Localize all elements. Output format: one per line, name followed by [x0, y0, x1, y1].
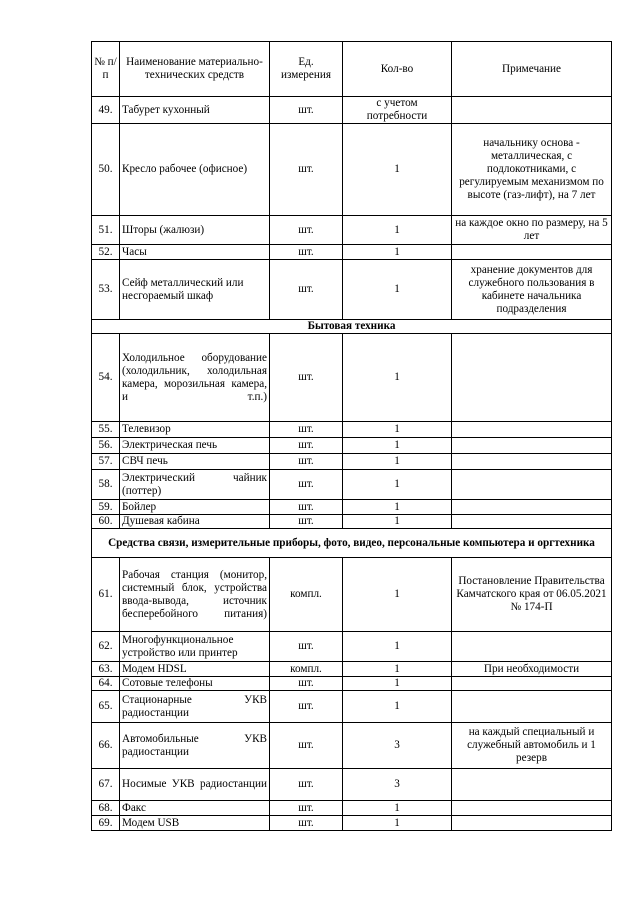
row-name: Холодильное оборудование (холодильник, холодильная камера, морозильная камера, и т.п.)	[120, 334, 270, 422]
row-note	[452, 245, 612, 260]
row-unit: шт.	[270, 245, 343, 260]
row-qty: 1	[343, 470, 452, 500]
row-qty: 1	[343, 662, 452, 677]
row-unit: шт.	[270, 216, 343, 245]
row-unit: шт.	[270, 677, 343, 691]
row-num: 49.	[92, 97, 120, 124]
section-title: Бытовая техника	[92, 320, 612, 334]
table-row	[92, 801, 612, 816]
row-name: Кресло рабочее (офисное)	[120, 124, 270, 216]
table-row	[92, 334, 612, 422]
row-qty: 1	[343, 500, 452, 515]
row-qty: 1	[343, 124, 452, 216]
table-row	[92, 124, 612, 216]
row-note: При необходимости	[452, 662, 612, 677]
row-note	[452, 334, 612, 422]
row-qty: 3	[343, 723, 452, 769]
header-qty: Кол-во	[343, 42, 452, 97]
row-name: Факс	[120, 801, 270, 816]
row-num: 51.	[92, 216, 120, 245]
row-unit: шт.	[270, 723, 343, 769]
row-note	[452, 691, 612, 723]
row-num: 62.	[92, 632, 120, 662]
row-name: Сейф металлический или несгораемый шкаф	[120, 260, 270, 320]
row-qty: 1	[343, 438, 452, 454]
row-note	[452, 470, 612, 500]
table-row	[92, 97, 612, 124]
row-name: Табурет кухонный	[120, 97, 270, 124]
row-note: на каждое окно по размеру, на 5 лет	[452, 216, 612, 245]
row-note	[452, 632, 612, 662]
row-note	[452, 500, 612, 515]
section-header	[92, 320, 612, 334]
row-num: 63.	[92, 662, 120, 677]
row-unit: шт.	[270, 816, 343, 831]
header-row	[92, 42, 612, 97]
table-row	[92, 422, 612, 438]
row-name: Электрический чайник (поттер)	[120, 470, 270, 500]
row-unit: компл.	[270, 662, 343, 677]
table-row	[92, 245, 612, 260]
row-name: СВЧ печь	[120, 454, 270, 470]
row-unit: шт.	[270, 632, 343, 662]
row-qty: с учетом потребности	[343, 97, 452, 124]
table-row	[92, 558, 612, 632]
row-num: 59.	[92, 500, 120, 515]
row-note	[452, 454, 612, 470]
row-unit: шт.	[270, 801, 343, 816]
row-qty: 1	[343, 558, 452, 632]
row-name: Телевизор	[120, 422, 270, 438]
row-qty: 1	[343, 334, 452, 422]
row-qty: 1	[343, 632, 452, 662]
row-qty: 3	[343, 769, 452, 801]
row-num: 53.	[92, 260, 120, 320]
row-note	[452, 515, 612, 529]
row-unit: шт.	[270, 334, 343, 422]
row-note	[452, 422, 612, 438]
row-name: Шторы (жалюзи)	[120, 216, 270, 245]
row-unit: шт.	[270, 500, 343, 515]
table-row	[92, 216, 612, 245]
table-row	[92, 470, 612, 500]
row-name: Бойлер	[120, 500, 270, 515]
row-note: на каждый специальный и служебный автомобиль и 1 резерв	[452, 723, 612, 769]
equipment-table	[91, 41, 612, 831]
row-name: Электрическая печь	[120, 438, 270, 454]
row-num: 68.	[92, 801, 120, 816]
table-row	[92, 723, 612, 769]
table-row	[92, 677, 612, 691]
row-qty: 1	[343, 422, 452, 438]
row-name: Стационарные УКВ радиостанции	[120, 691, 270, 723]
row-note	[452, 816, 612, 831]
row-note	[452, 438, 612, 454]
row-num: 60.	[92, 515, 120, 529]
row-name: Носимые УКВ радиостанции	[120, 769, 270, 801]
row-unit: шт.	[270, 691, 343, 723]
row-unit: шт.	[270, 515, 343, 529]
row-num: 55.	[92, 422, 120, 438]
table-row	[92, 816, 612, 831]
row-name: Модем HDSL	[120, 662, 270, 677]
section-title: Средства связи, измерительные приборы, фото, видео, персональные компьютера и оргтехника	[92, 529, 612, 558]
row-num: 57.	[92, 454, 120, 470]
header-name: Наименование материально-технических средств	[120, 42, 270, 97]
table-row	[92, 454, 612, 470]
row-qty: 1	[343, 691, 452, 723]
header-unit: Ед. измерения	[270, 42, 343, 97]
row-note: Постановление Правительства Камчатского края от 06.05.2021 № 174-П	[452, 558, 612, 632]
row-name: Душевая кабина	[120, 515, 270, 529]
row-unit: шт.	[270, 124, 343, 216]
row-num: 58.	[92, 470, 120, 500]
row-num: 67.	[92, 769, 120, 801]
row-num: 69.	[92, 816, 120, 831]
row-note	[452, 677, 612, 691]
row-name: Автомобильные УКВ радиостанции	[120, 723, 270, 769]
table-row	[92, 260, 612, 320]
row-note: хранение документов для служебного пользования в кабинете начальника подразделения	[452, 260, 612, 320]
table-row	[92, 632, 612, 662]
row-qty: 1	[343, 454, 452, 470]
section-header	[92, 529, 612, 558]
row-num: 52.	[92, 245, 120, 260]
row-name: Многофункциональное устройство или принтер	[120, 632, 270, 662]
header-num: № п/п	[92, 42, 120, 97]
row-qty: 1	[343, 260, 452, 320]
row-qty: 1	[343, 216, 452, 245]
row-unit: шт.	[270, 769, 343, 801]
table-row	[92, 438, 612, 454]
row-unit: шт.	[270, 97, 343, 124]
row-note	[452, 769, 612, 801]
row-qty: 1	[343, 677, 452, 691]
row-name: Рабочая станция (монитор, системный блок, устройства ввода-вывода, источник бесперебойного питания)	[120, 558, 270, 632]
row-name: Сотовые телефоны	[120, 677, 270, 691]
row-note	[452, 97, 612, 124]
row-unit: шт.	[270, 260, 343, 320]
row-qty: 1	[343, 245, 452, 260]
header-note: Примечание	[452, 42, 612, 97]
row-note: начальнику основа - металлическая, с подлокотниками, с регулируемым механизмом по высоте (газ-лифт), на 7 лет	[452, 124, 612, 216]
row-note	[452, 801, 612, 816]
table-row	[92, 691, 612, 723]
row-num: 65.	[92, 691, 120, 723]
table-row	[92, 769, 612, 801]
row-name: Часы	[120, 245, 270, 260]
row-qty: 1	[343, 801, 452, 816]
row-num: 54.	[92, 334, 120, 422]
row-num: 56.	[92, 438, 120, 454]
row-num: 66.	[92, 723, 120, 769]
row-unit: компл.	[270, 558, 343, 632]
table-row	[92, 662, 612, 677]
row-unit: шт.	[270, 470, 343, 500]
row-num: 64.	[92, 677, 120, 691]
row-num: 61.	[92, 558, 120, 632]
table-row	[92, 515, 612, 529]
table-row	[92, 500, 612, 515]
row-num: 50.	[92, 124, 120, 216]
row-unit: шт.	[270, 454, 343, 470]
row-name: Модем USB	[120, 816, 270, 831]
row-qty: 1	[343, 515, 452, 529]
row-qty: 1	[343, 816, 452, 831]
row-unit: шт.	[270, 422, 343, 438]
row-unit: шт.	[270, 438, 343, 454]
